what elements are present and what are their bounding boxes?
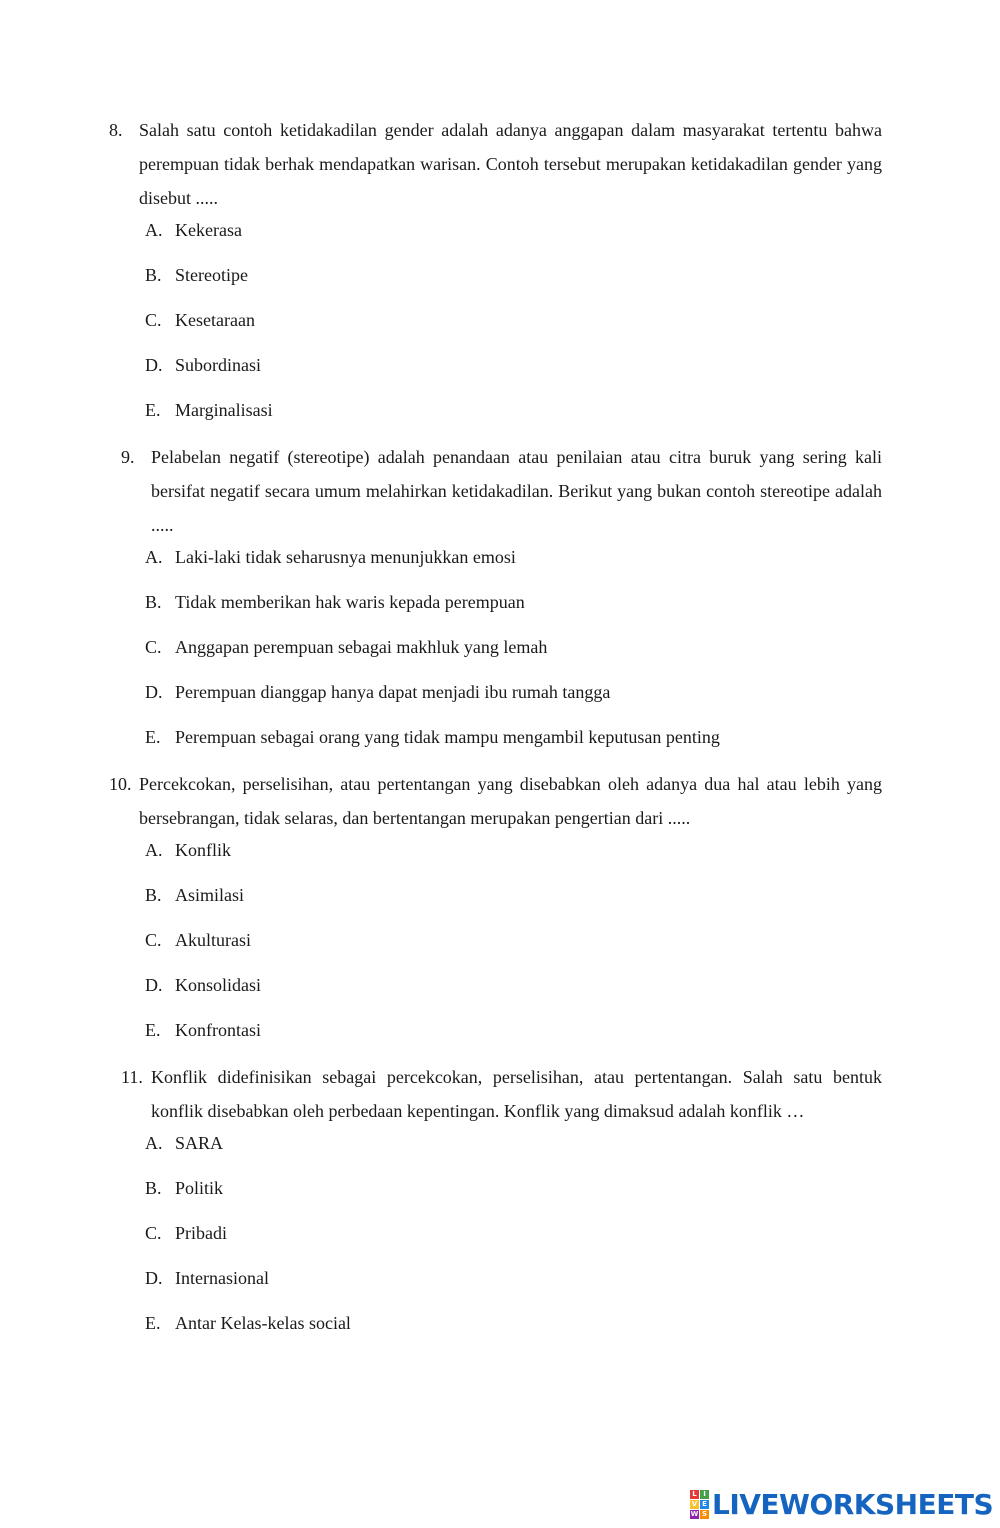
option-letter: B. (145, 1178, 162, 1198)
option-9d[interactable] (145, 680, 610, 704)
option-letter: D. (145, 355, 163, 375)
option-text: Laki-laki tidak seharusnya menunjukkan emosi (175, 547, 516, 567)
option-letter: C. (145, 310, 162, 330)
option-text: Pribadi (175, 1223, 227, 1243)
question-8 (109, 113, 882, 215)
option-letter: D. (145, 682, 163, 702)
option-8c[interactable] (145, 308, 255, 332)
option-letter: C. (145, 930, 162, 950)
option-11b[interactable] (145, 1176, 223, 1200)
option-text: Kekerasa (175, 220, 242, 240)
question-text: Salah satu contoh ketidakadilan gender adalah adanya anggapan dalam masyarakat tertentu bahwa perempuan tidak berhak mendapatkan warisan. Contoh tersebut merupakan ketidakadilan gender yang disebut ..... (139, 120, 882, 208)
option-letter: A. (145, 1133, 163, 1153)
option-letter: E. (145, 1020, 161, 1040)
option-letter: B. (145, 592, 162, 612)
logo-tile: S (701, 1509, 708, 1518)
logo-tile: E (700, 1500, 709, 1509)
option-10d[interactable] (145, 973, 261, 997)
question-10 (109, 767, 882, 835)
option-text: Internasional (175, 1268, 269, 1288)
option-text: SARA (175, 1133, 224, 1153)
option-text: Akulturasi (175, 930, 251, 950)
question-text: Pelabelan negatif (stereotipe) adalah penandaan atau penilaian atau citra buruk yang sering kali bersifat negatif secara umum melahirkan ketidakadilan. Berikut yang bukan contoh stereotipe adalah ..... (151, 447, 882, 535)
option-letter: C. (145, 637, 162, 657)
logo-tile: L (690, 1490, 699, 1499)
option-11a[interactable] (145, 1131, 223, 1155)
option-letter: A. (145, 840, 163, 860)
option-letter: D. (145, 1268, 163, 1288)
question-text: Konflik didefinisikan sebagai percekcokan, perselisihan, atau pertentangan. Salah satu bentuk konflik disebabkan oleh perbedaan kepentingan. Konflik yang dimaksud adalah konflik … (151, 1067, 882, 1121)
option-text: Marginalisasi (175, 400, 273, 420)
option-text: Konsolidasi (175, 975, 262, 995)
logo-tile: V (691, 1499, 698, 1508)
option-8d[interactable] (145, 353, 261, 377)
question-number: 10. (109, 774, 132, 794)
option-letter: A. (145, 547, 163, 567)
option-8e[interactable] (145, 398, 273, 422)
option-text: Subordinasi (175, 355, 262, 375)
option-10b[interactable] (145, 883, 244, 907)
option-9b[interactable] (145, 590, 525, 614)
question-number: 9. (121, 447, 135, 467)
option-11d[interactable] (145, 1266, 269, 1290)
question-number: 11. (121, 1067, 143, 1087)
option-text: Antar Kelas-kelas social (175, 1313, 351, 1333)
liveworksheets-logo-icon (690, 1490, 709, 1519)
option-letter: D. (145, 975, 163, 995)
option-9e[interactable] (145, 725, 720, 749)
logo-tile: W (690, 1509, 699, 1518)
option-text: Perempuan sebagai orang yang tidak mampu mengambil keputusan penting (175, 727, 720, 747)
question-text: Percekcokan, perselisihan, atau pertentangan yang disebabkan oleh adanya dua hal atau lebih yang bersebrangan, tidak selaras, dan bertentangan merupakan pengertian dari ..... (139, 774, 882, 828)
option-10a[interactable] (145, 838, 231, 862)
question-number: 8. (109, 120, 123, 140)
option-text: Perempuan dianggap hanya dapat menjadi ibu rumah tangga (175, 682, 611, 702)
question-11 (121, 1060, 882, 1128)
question-9 (121, 440, 882, 542)
option-letter: E. (145, 400, 161, 420)
option-8b[interactable] (145, 263, 248, 287)
option-10c[interactable] (145, 928, 251, 952)
option-text: Kesetaraan (175, 310, 255, 330)
option-letter: E. (145, 727, 161, 747)
liveworksheets-logo-text: LIVEWORKSHEETS (712, 1487, 994, 1521)
option-letter: B. (145, 265, 162, 285)
option-11e[interactable] (145, 1311, 351, 1335)
option-text: Anggapan perempuan sebagai makhluk yang lemah (175, 637, 548, 657)
option-9c[interactable] (145, 635, 547, 659)
option-letter: B. (145, 885, 162, 905)
option-8a[interactable] (145, 218, 242, 242)
option-11c[interactable] (145, 1221, 227, 1245)
liveworksheets-watermark[interactable] (690, 1486, 993, 1522)
option-text: Konflik (175, 840, 231, 860)
option-letter: A. (145, 220, 163, 240)
option-text: Asimilasi (175, 885, 245, 905)
option-letter: C. (145, 1223, 162, 1243)
option-text: Tidak memberikan hak waris kepada perempuan (175, 592, 525, 612)
option-9a[interactable] (145, 545, 516, 569)
option-letter: E. (145, 1313, 161, 1333)
option-text: Politik (175, 1178, 224, 1198)
option-10e[interactable] (145, 1018, 261, 1042)
option-text: Stereotipe (175, 265, 248, 285)
option-text: Konfrontasi (175, 1020, 261, 1040)
logo-tile: I (700, 1490, 709, 1499)
